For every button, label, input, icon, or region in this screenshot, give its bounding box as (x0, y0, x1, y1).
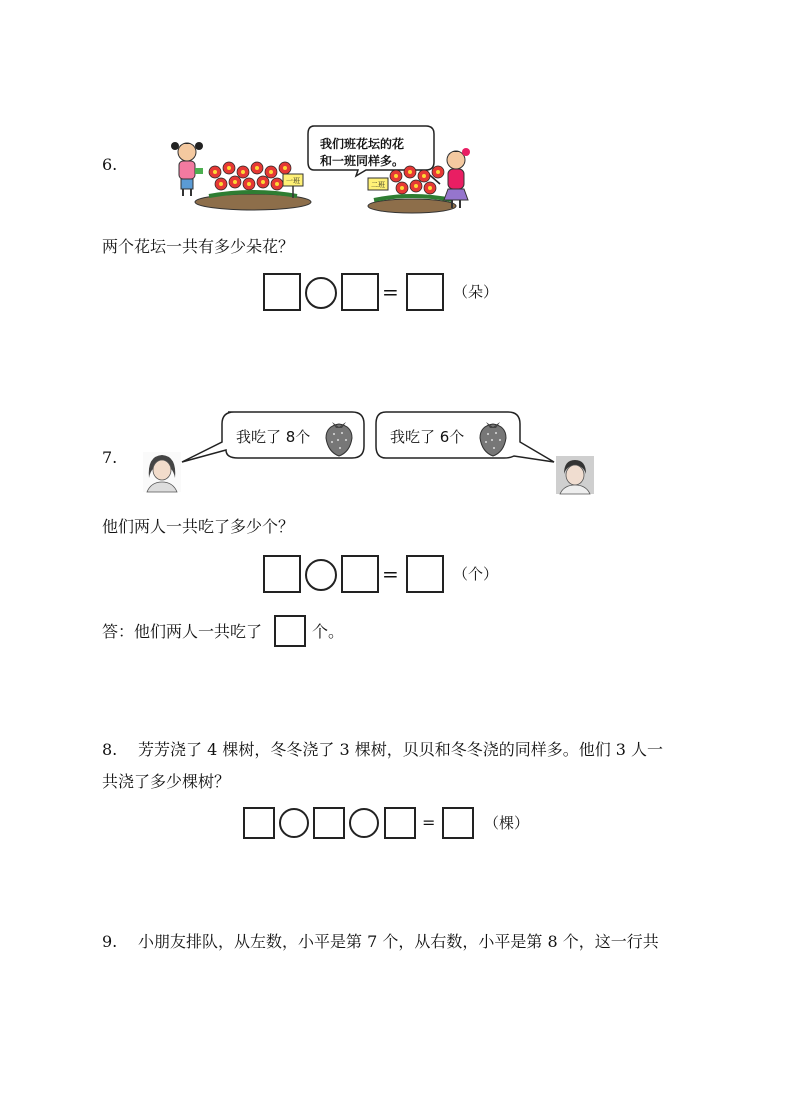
q8-operator-circle-1[interactable] (279, 808, 309, 838)
q8-unit: （棵） (484, 814, 530, 832)
q9-number: 9. (102, 932, 118, 951)
speech-line-2: 和一班同样多。 (320, 154, 405, 168)
q7-equals-sign: = (382, 562, 399, 586)
strawberry-icon (322, 418, 356, 458)
q7-operator-circle[interactable] (305, 559, 337, 591)
q6-number: 6. (102, 155, 118, 174)
q8-number: 8. (102, 740, 118, 759)
girl-flowerbed-left-illustration (165, 138, 305, 213)
q8-answer-box-1[interactable] (243, 807, 275, 839)
q6-answer-box-1[interactable] (263, 273, 301, 311)
q8-answer-box-3[interactable] (384, 807, 416, 839)
q7-result-box[interactable] (406, 555, 444, 593)
sign-left-label: 一班 (286, 177, 300, 185)
q6-answer-box-2[interactable] (341, 273, 379, 311)
girl-flowerbed-right-illustration (366, 144, 476, 214)
boy-avatar-icon (556, 456, 594, 494)
speech-line-1: 我们班花坛的花 (320, 137, 405, 151)
q7-unit: （个） (453, 565, 499, 583)
q7-answer-box-2[interactable] (341, 555, 379, 593)
q9-text-line-1: 小朋友排队，从左数，小平是第 7 个，从右数，小平是第 8 个，这一行共 (138, 932, 659, 951)
sign-right-label: 二班 (371, 181, 385, 189)
q8-operator-circle-2[interactable] (349, 808, 379, 838)
q8-text-line-2: 共浇了多少棵树？ (102, 772, 231, 791)
q6-operator-circle[interactable] (305, 277, 337, 309)
girl-avatar-icon (143, 452, 181, 492)
q7-number: 7. (102, 448, 118, 467)
q7-question: 他们两人一共吃了多少个？ (102, 517, 295, 536)
q6-unit: （朵） (453, 283, 499, 301)
q7-answer-prefix: 答：他们两人一共吃了 (102, 622, 263, 641)
q7-bubble-left-text: 我吃了 8个 (236, 428, 311, 446)
q6-equals-sign: = (382, 280, 399, 304)
q8-result-box[interactable] (442, 807, 474, 839)
q7-answer-suffix: 个。 (312, 622, 345, 641)
q6-result-box[interactable] (406, 273, 444, 311)
q8-answer-box-2[interactable] (313, 807, 345, 839)
q7-bubble-right-text: 我吃了 6个 (390, 428, 465, 446)
q8-text-line-1: 芳芳浇了 4 棵树，冬冬浇了 3 棵树，贝贝和冬冬浇的同样多。他们 3 人一 (138, 740, 664, 759)
q7-answer-sentence-box[interactable] (274, 615, 306, 647)
q7-answer-box-1[interactable] (263, 555, 301, 593)
strawberry-icon (476, 418, 510, 458)
q6-question: 两个花坛一共有多少朵花？ (102, 237, 295, 256)
q8-equals-sign: = (422, 813, 436, 832)
